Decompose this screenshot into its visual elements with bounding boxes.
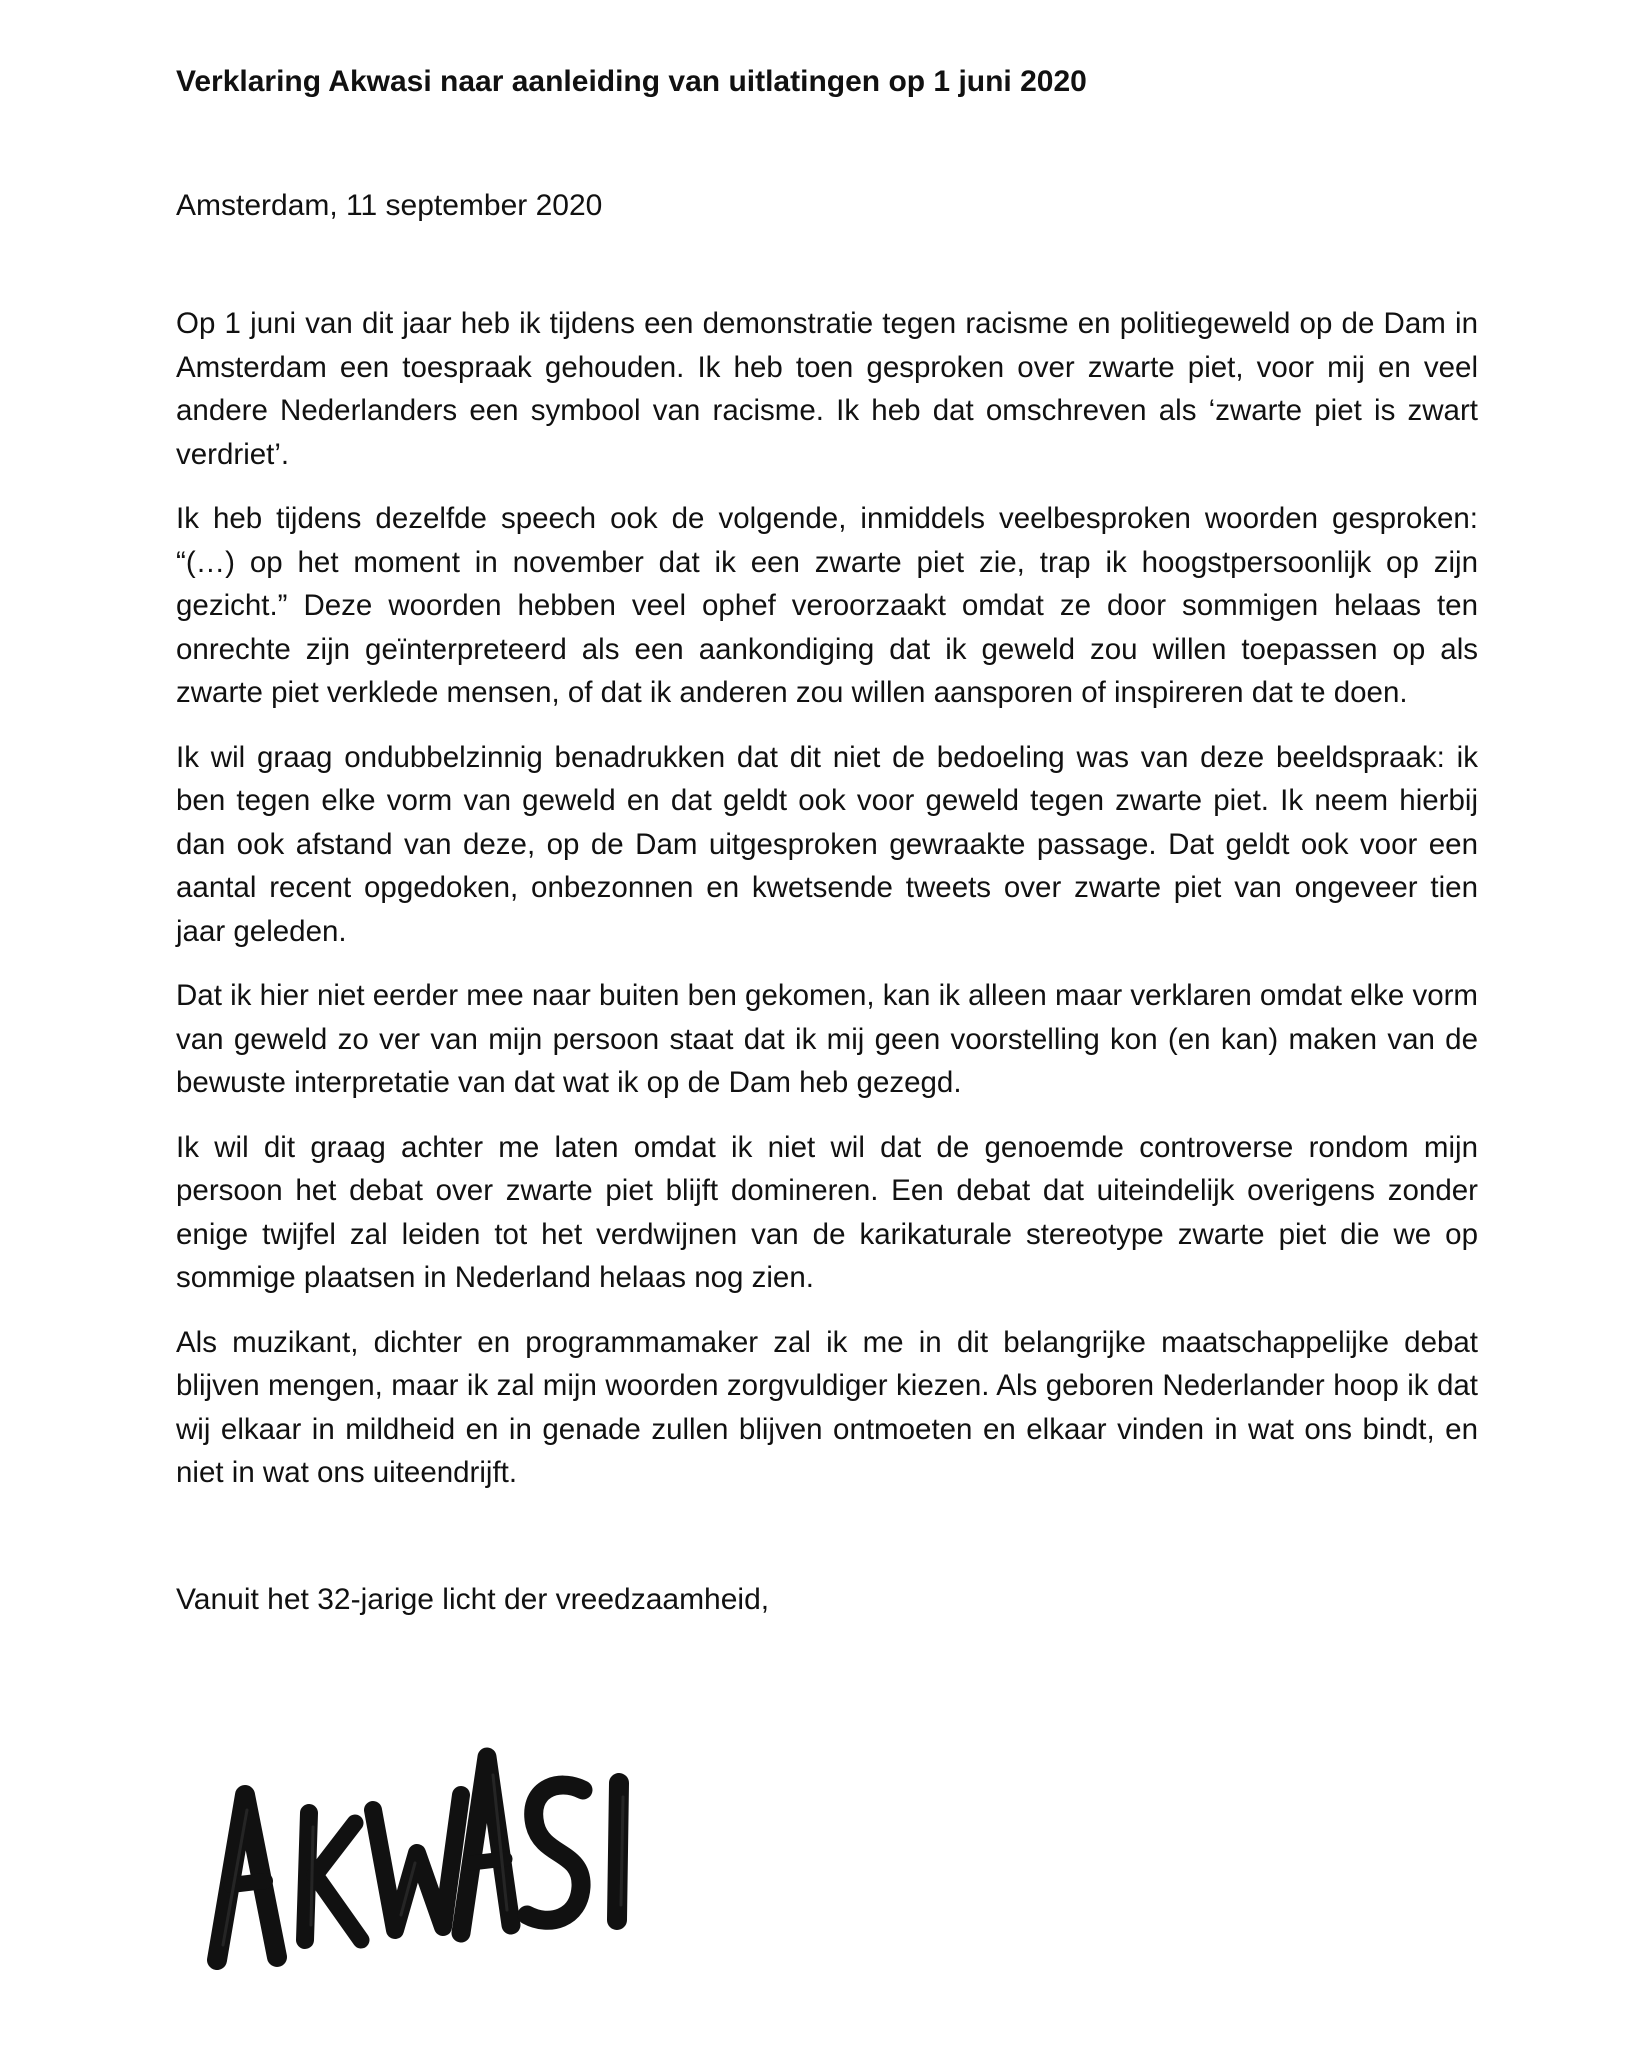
paragraph: Als muzikant, dichter en programmamaker zal ik me in dit belangrijke maatschappelijke debat blijven mengen, maar ik zal mijn woorden zorgvuldiger kiezen. Als geboren Nederlander hoop ik dat wij elkaar in mildheid en in genade zullen blijven ontmoeten en elkaar vinden in wat ons bindt, en niet in wat ons uiteendrijft. — [176, 1325, 1478, 1489]
statement-body — [176, 302, 1478, 1516]
paragraph: Op 1 juni van dit jaar heb ik tijdens een demonstratie tegen racisme en politiegeweld op de Dam in Amsterdam een toespraak gehouden. Ik heb toen gesproken over zwarte piet, voor mij en veel andere Nederlanders een symbool van racisme. Ik heb dat omschreven als ‘zwarte piet is zwart verdriet’. — [176, 307, 1478, 471]
paragraph: Dat ik hier niet eerder mee naar buiten ben gekomen, kan ik alleen maar verklaren omdat elke vorm van geweld zo ver van mijn persoon staat dat ik mij geen voorstelling kon (en kan) maken van de bewuste interpretatie van dat wat ik op de Dam heb gezegd. — [176, 979, 1478, 1099]
paragraph: Ik wil graag ondubbelzinnig benadrukken dat dit niet de bedoeling was van deze beeldspraak: ik ben tegen elke vorm van geweld en dat geldt ook voor geweld tegen zwarte piet. Ik neem hierbij dan ook afstand van deze, op de Dam uitgesproken gewraakte passage. Dat geldt ook voor een aantal recent opgedoken, onbezonnen en kwetsende tweets over zwarte piet van ongeveer tien jaar geleden. — [176, 740, 1478, 948]
paragraph: Ik wil dit graag achter me laten omdat ik niet wil dat de genoemde controverse rondom mijn persoon het debat over zwarte piet blijft domineren. Een debat dat uiteindelijk overigens zonder enige twijfel zal leiden tot het verdwijnen van de karikaturale stereotype zwarte piet die we op sommige plaatsen in Nederland helaas nog zien. — [176, 1130, 1478, 1294]
closing-line: Vanuit het 32-jarige licht der vreedzaamheid, — [176, 1583, 770, 1616]
dateline: Amsterdam, 11 september 2020 — [176, 189, 603, 222]
paragraph: Ik heb tijdens dezelfde speech ook de volgende, inmiddels veelbesproken woorden gesproken: “(…) op het moment in november dat ik een zwarte piet zie, trap ik hoogstpersoonlijk op zijn gezicht.” Deze woorden hebben veel ophef veroorzaakt omdat ze door sommigen helaas ten onrechte zijn geïnterpreteerd als een aankondiging dat ik geweld zou willen toepassen op als zwarte piet verklede mensen, of dat ik anderen zou willen aansporen of inspireren dat te doen. — [176, 502, 1478, 709]
document-title: Verklaring Akwasi naar aanleiding van uitlatingen op 1 juni 2020 — [176, 65, 1087, 98]
handwritten-signature — [205, 1735, 645, 1975]
signature-brush-lettering — [205, 1735, 645, 1975]
